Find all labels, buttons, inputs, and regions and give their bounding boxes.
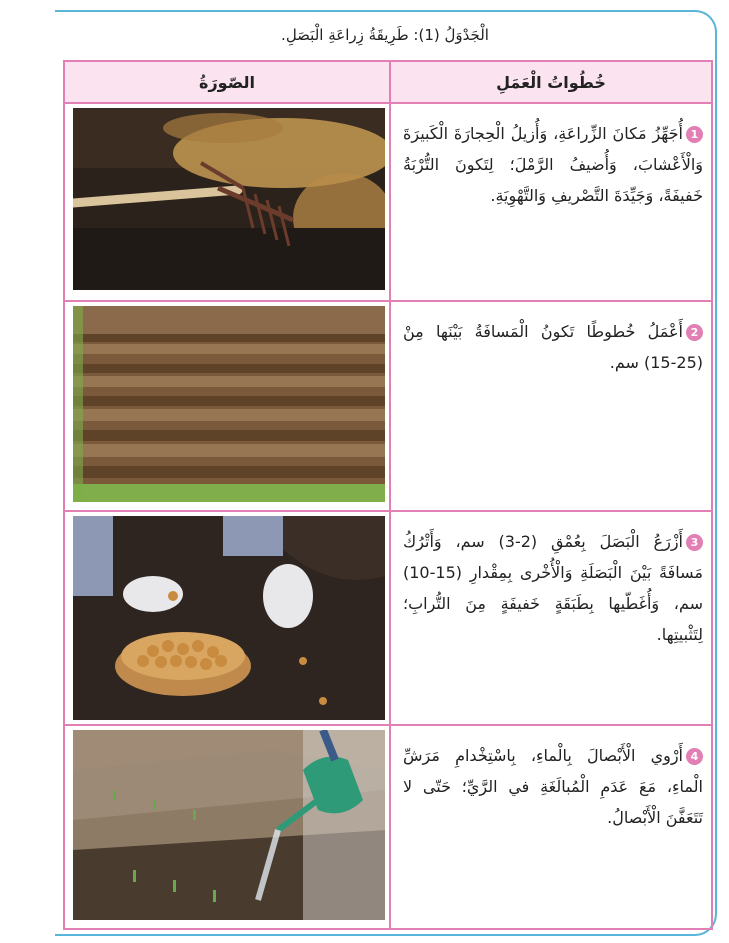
- step-text-4: أَرْوي الْأَبْصالَ بِالْماءِ، بِاسْتِخْدامِ مَرَشِّ الْماءِ، مَعَ عَدَمِ الْمُبالَغَةِ في الرَّيِّ؛ حَتّى لا تَتَعَفَّنَ الْأَبْصالُ.: [403, 746, 703, 827]
- table-header-row: [64, 61, 712, 103]
- step-text-3: أَزْرَعُ الْبَصَلَ بِعُمْقِ (2-3) سم، وَأَتْرُكُ مَسافَةً بَيْنَ الْبَصَلَةِ وَالْأُخْرى بِمِقْدارِ (15-10) سم، وَأُغَطّيها بِطَبَقَةٍ خَفيفَةٍ مِنَ التُّرابِ؛ لِتَثْبيتِها.: [403, 532, 703, 644]
- header-image: الصّورَةُ: [64, 61, 390, 103]
- image-cell-1: [64, 103, 390, 301]
- onion-planting-table: [63, 60, 713, 930]
- step-cell-2: [390, 301, 712, 511]
- step-number-4: 4: [686, 748, 703, 765]
- step-number-3: 3: [686, 534, 703, 551]
- page-frame-top: [55, 10, 665, 12]
- rake-soil-photo: [73, 108, 385, 290]
- step-text-1: أُجَهِّزُ مَكانَ الزِّراعَةِ، وَأُزيلُ الْحِجارَةَ الْكَبيرَةَ وَالْأَعْشابَ، وَأُضيفُ الرَّمْلَ؛ لِتَكونَ التُّرْبَةُ خَفيفَةً، وَجَيِّدَةَ التَّصْريفِ وَالتَّهْوِيَةِ.: [403, 124, 703, 205]
- step-cell-1: [390, 103, 712, 301]
- watering-can-photo: [73, 730, 385, 920]
- step-cell-3: [390, 511, 712, 725]
- table-row: [64, 511, 712, 725]
- table-row: [64, 103, 712, 301]
- step-cell-4: [390, 725, 712, 929]
- header-steps: خُطُواتُ الْعَمَلِ: [390, 61, 712, 103]
- step-text-2: أَعْمَلُ خُطوطًا تَكونُ الْمَسافَةُ بَيْنَها مِنْ (25-15) سم.: [403, 322, 703, 372]
- table-caption: الْجَدْوَلُ (1): طَرِيقَةُ زِراعَةِ الْبَصَلِ.: [281, 26, 489, 44]
- image-cell-4: [64, 725, 390, 929]
- image-cell-2: [64, 301, 390, 511]
- step-number-2: 2: [686, 324, 703, 341]
- furrows-photo: [73, 306, 385, 502]
- table-row: [64, 301, 712, 511]
- planting-onions-photo: [73, 516, 385, 720]
- image-cell-3: [64, 511, 390, 725]
- table-row: [64, 725, 712, 929]
- step-number-1: 1: [686, 126, 703, 143]
